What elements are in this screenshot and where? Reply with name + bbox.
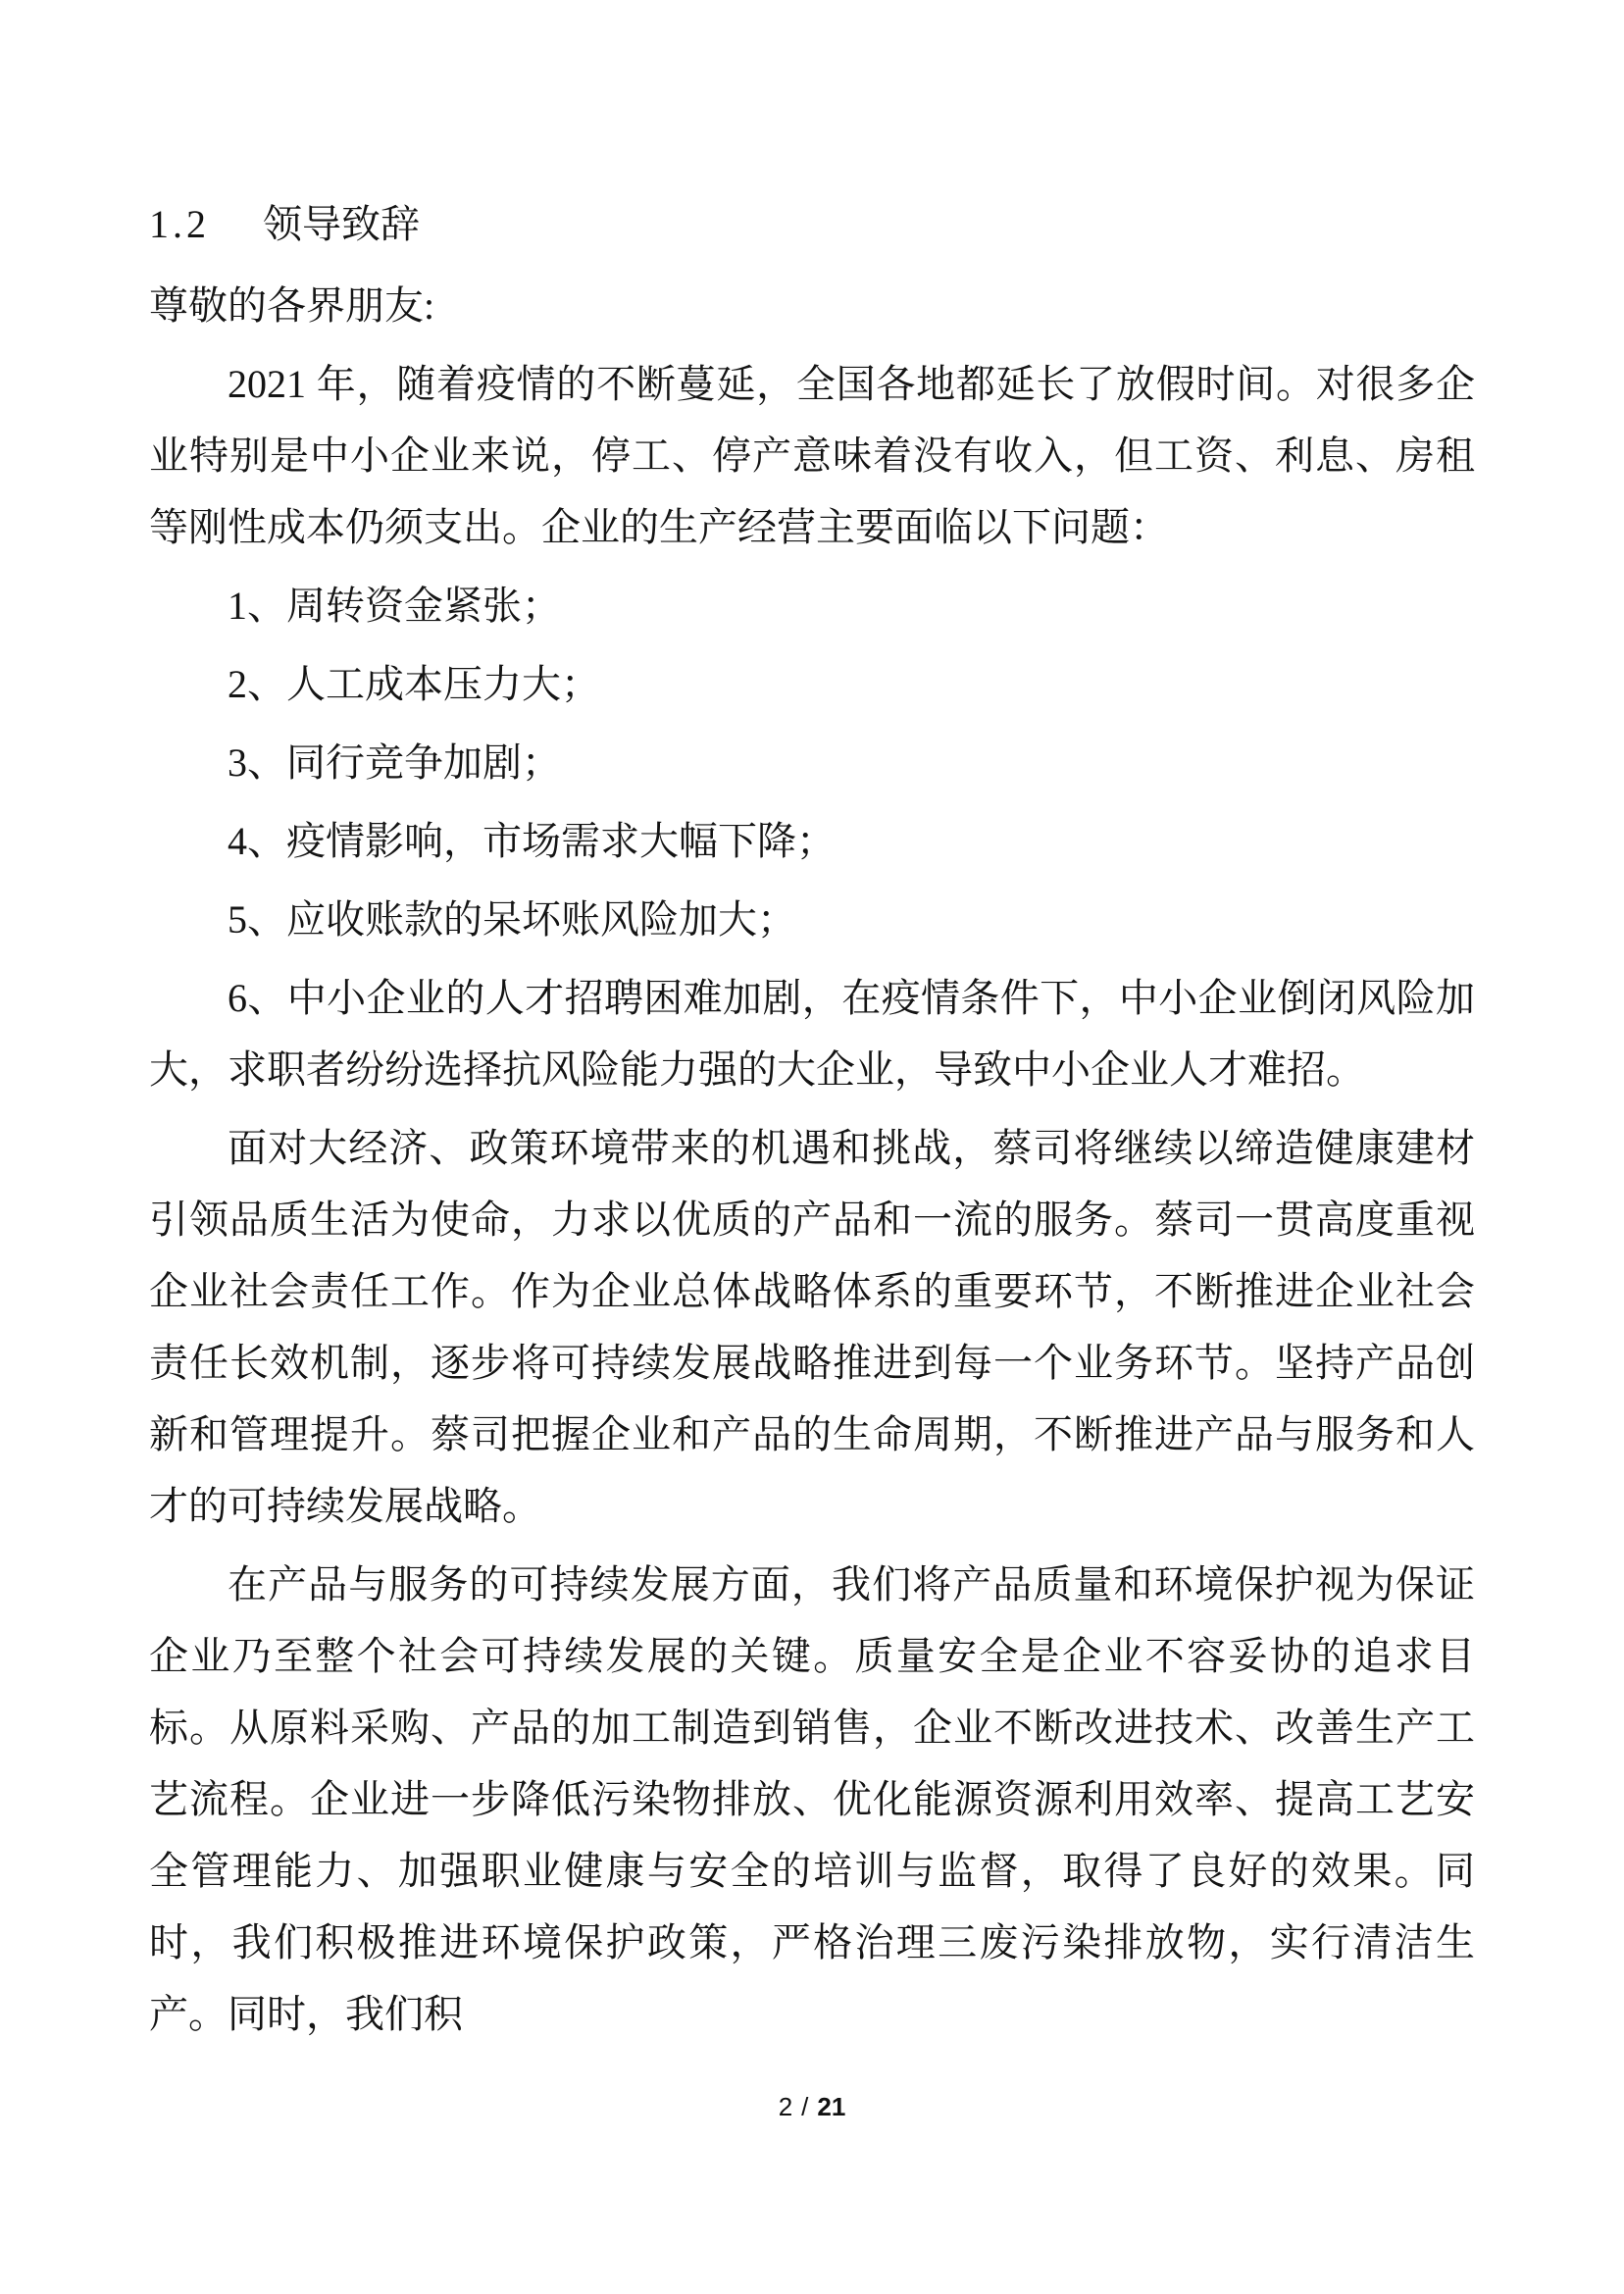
list-item-1: 1、周转资金紧张； xyxy=(228,584,561,628)
section-heading-number: 1.2 xyxy=(149,202,210,246)
footer-current-page-number: 2 xyxy=(778,2092,793,2121)
section-heading xyxy=(149,188,1475,260)
list-item-2: 2、人工成本压力大； xyxy=(228,662,600,706)
paragraph-sustainability: 在产品与服务的可持续发展方面，我们将产品质量和环境保护视为保证企业乃至整个社会可持续发展的关键。质量安全是企业不容妥协的追求目标。从原料采购、产品的加工制造到销售，企业不断改进技术、改善生产工艺流程。企业进一步降低污染物排放、优化能源资源利用效率、提高工艺安全管理能力、加强职业健康与安全的培训与监督，取得了良好的效果。同时，我们积极推进环境保护政策，严格治理三废污染排放物，实行清洁生产。同时，我们积 xyxy=(149,1562,1475,2036)
footer-total-pages: 21 xyxy=(817,2092,846,2121)
paragraph-intro: 2021 年，随着疫情的不断蔓延，全国各地都延长了放假时间。对很多企业特别是中小企业来说，停工、停产意味着没有收入，但工资、利息、房租等刚性成本仍须支出。企业的生产经营主要面临以下问题： xyxy=(149,362,1475,549)
document-content xyxy=(149,188,1475,2057)
list-item-6: 6、中小企业的人才招聘困难加剧，在疫情条件下，中小企业倒闭风险加大，求职者纷纷选择抗风险能力强的大企业，导致中小企业人才难招。 xyxy=(149,976,1475,1092)
page-footer xyxy=(0,2089,1624,2124)
section-heading-title: 领导致辞 xyxy=(263,202,420,246)
paragraph-mission: 面对大经济、政策环境带来的机遇和挑战，蔡司将继续以缔造健康建材引领品质生活为使命，力求以优质的产品和一流的服务。蔡司一贯高度重视企业社会责任工作。作为企业总体战略体系的重要环节，不断推进企业社会责任长效机制，逐步将可持续发展战略推进到每一个业务环节。坚持产品创新和管理提升。蔡司把握企业和产品的生命周期，不断推进产品与服务和人才的可持续发展战略。 xyxy=(149,1126,1475,1528)
footer-page-separator: / xyxy=(801,2092,809,2121)
list-item-5: 5、应收账款的呆坏账风险加大； xyxy=(228,897,796,942)
salutation-line: 尊敬的各界朋友: xyxy=(149,283,435,328)
list-item-3: 3、同行竞争加剧； xyxy=(228,740,561,785)
list-item-4: 4、疫情影响，市场需求大幅下降； xyxy=(228,819,836,863)
